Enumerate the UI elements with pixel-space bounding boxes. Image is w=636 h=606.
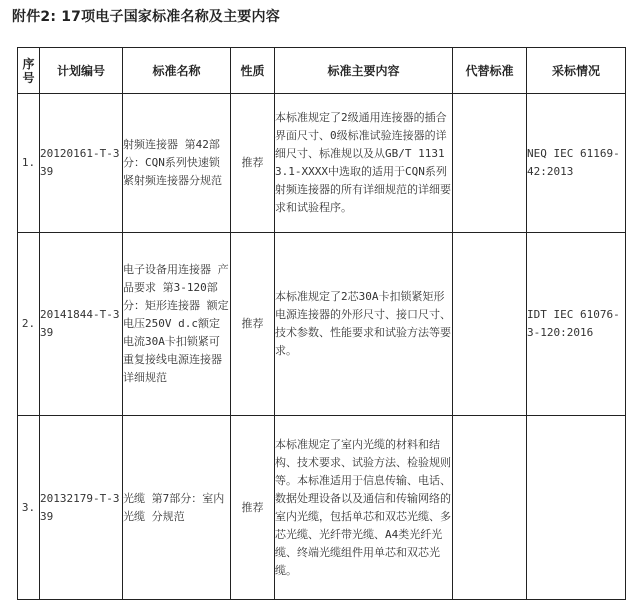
cell-adoption: NEQ IEC 61169-42:2013 — [527, 94, 626, 233]
table-header-row — [18, 48, 626, 94]
table-row — [18, 416, 626, 600]
header-nature: 性质 — [231, 48, 275, 94]
cell-replaced-standard — [453, 94, 527, 233]
cell-main-content: 本标准规定了2芯30A卡扣锁紧矩形电源连接器的外形尺寸、接口尺寸、技术参数、性能要求和试验方法等要求。 — [275, 233, 453, 416]
cell-plan-number: 20141844-T-339 — [40, 233, 123, 416]
table-row — [18, 233, 626, 416]
header-replaced-standard: 代替标准 — [453, 48, 527, 94]
cell-nature: 推荐 — [231, 416, 275, 600]
cell-main-content: 本标准规定了室内光缆的材料和结构、技术要求、试验方法、检验规则等。本标准适用于信息传输、电话、数据处理设备以及通信和传输网络的室内光缆，包括单芯和双芯光缆、多芯光缆、光纤带光缆、A4类光纤光缆、终端光缆组件用单芯和双芯光缆。 — [275, 416, 453, 600]
cell-adoption — [527, 416, 626, 600]
standards-table — [17, 47, 626, 600]
cell-seq: 2. — [18, 233, 40, 416]
header-seq: 序号 — [18, 48, 40, 94]
header-main-content: 标准主要内容 — [275, 48, 453, 94]
cell-seq: 3. — [18, 416, 40, 600]
cell-main-content: 本标准规定了2级通用连接器的插合界面尺寸、0级标准试验连接器的详细尺寸、标准规以及从GB/T 11313.1-XXXX中选取的适用于CQN系列射频连接器的所有详细规范的详细要求和试验程序。 — [275, 94, 453, 233]
page-heading: 附件2: 17项电子国家标准名称及主要内容 — [12, 9, 280, 25]
cell-standard-name: 射频连接器 第42部分：CQN系列快速锁紧射频连接器分规范 — [123, 94, 231, 233]
table-row — [18, 94, 626, 233]
cell-standard-name: 电子设备用连接器 产品要求 第3-120部分：矩形连接器 额定电压250V d.c额定电流30A卡扣锁紧可重复接线电源连接器详细规范 — [123, 233, 231, 416]
cell-replaced-standard — [453, 233, 527, 416]
cell-nature: 推荐 — [231, 94, 275, 233]
header-standard-name: 标准名称 — [123, 48, 231, 94]
cell-plan-number: 20120161-T-339 — [40, 94, 123, 233]
cell-adoption: IDT IEC 61076-3-120:2016 — [527, 233, 626, 416]
cell-replaced-standard — [453, 416, 527, 600]
header-adoption: 采标情况 — [527, 48, 626, 94]
cell-standard-name: 光缆 第7部分：室内光缆 分规范 — [123, 416, 231, 600]
cell-seq: 1. — [18, 94, 40, 233]
header-plan-number: 计划编号 — [40, 48, 123, 94]
cell-plan-number: 20132179-T-339 — [40, 416, 123, 600]
cell-nature: 推荐 — [231, 233, 275, 416]
